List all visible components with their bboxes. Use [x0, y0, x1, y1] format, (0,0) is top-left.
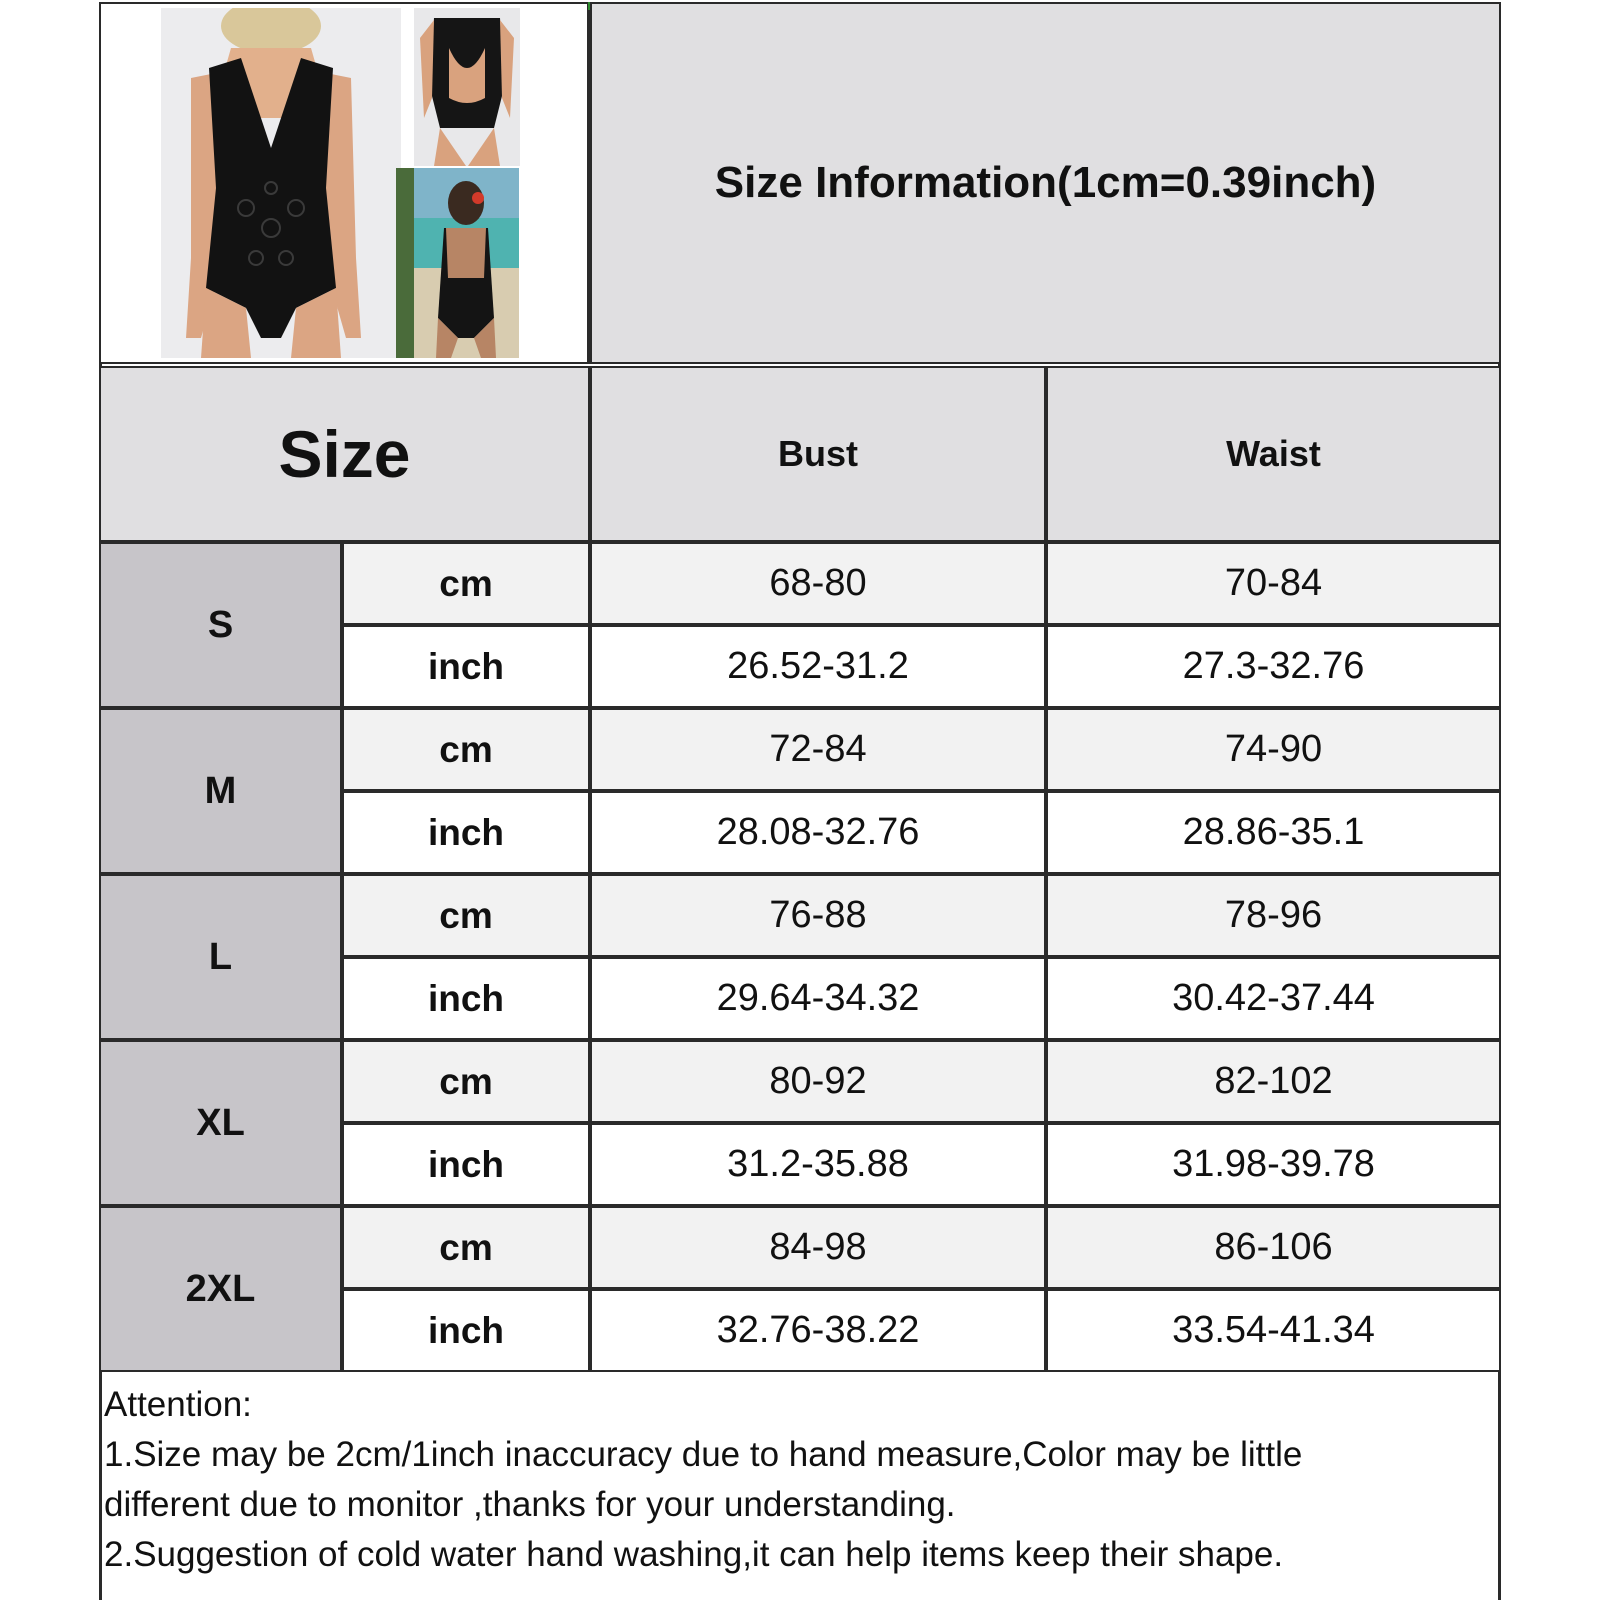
notes-line-3: 2.Suggestion of cold water hand washing,it can help items keep their shape.: [104, 1535, 1284, 1574]
notes-heading: Attention:: [104, 1385, 252, 1424]
waist-inch-value: 28.86-35.1: [1046, 791, 1501, 874]
header-size-label: Size: [278, 417, 411, 491]
header-bust: [590, 366, 1046, 542]
product-photo-beach: [396, 168, 519, 358]
unit-cm: cm: [342, 542, 590, 625]
notes-line-2: different due to monitor ,thanks for your understanding.: [104, 1485, 956, 1524]
unit-inch: inch: [342, 1289, 590, 1372]
product-photo-back: [414, 8, 520, 166]
header-bust-label: Bust: [778, 433, 858, 474]
size-label-l: L: [99, 874, 342, 1040]
bust-inch-value: 31.2-35.88: [590, 1123, 1046, 1206]
header-size: [99, 366, 590, 542]
bust-cm-value: 84-98: [590, 1206, 1046, 1289]
waist-cm-value: 74-90: [1046, 708, 1501, 791]
waist-inch-value: 33.54-41.34: [1046, 1289, 1501, 1372]
waist-cm-value: 82-102: [1046, 1040, 1501, 1123]
bust-inch-value: 29.64-34.32: [590, 957, 1046, 1040]
unit-inch: inch: [342, 957, 590, 1040]
bust-cm-value: 72-84: [590, 708, 1046, 791]
unit-inch: inch: [342, 1123, 590, 1206]
bust-cm-value: 76-88: [590, 874, 1046, 957]
waist-cm-value: 70-84: [1046, 542, 1501, 625]
size-label-m: M: [99, 708, 342, 874]
unit-cm: cm: [342, 874, 590, 957]
unit-inch: inch: [342, 625, 590, 708]
product-photo-panel: [99, 2, 590, 364]
page-title: Size Information(1cm=0.39inch): [714, 158, 1377, 207]
bust-cm-value: 80-92: [590, 1040, 1046, 1123]
waist-cm-value: 86-106: [1046, 1206, 1501, 1289]
size-label-2xl: 2XL: [99, 1206, 342, 1372]
header-waist-label: Waist: [1226, 433, 1321, 474]
bust-cm-value: 68-80: [590, 542, 1046, 625]
notes-line-1: 1.Size may be 2cm/1inch inaccuracy due to hand measure,Color may be little: [104, 1435, 1303, 1474]
waist-inch-value: 30.42-37.44: [1046, 957, 1501, 1040]
waist-inch-value: 27.3-32.76: [1046, 625, 1501, 708]
size-label-s: S: [99, 542, 342, 708]
bust-inch-value: 32.76-38.22: [590, 1289, 1046, 1372]
unit-inch: inch: [342, 791, 590, 874]
waist-inch-value: 31.98-39.78: [1046, 1123, 1501, 1206]
attention-notes: [104, 1380, 1494, 1580]
size-label-xl: XL: [99, 1040, 342, 1206]
product-photo-front: [161, 8, 401, 358]
title-panel: [590, 2, 1501, 364]
unit-cm: cm: [342, 708, 590, 791]
bust-inch-value: 28.08-32.76: [590, 791, 1046, 874]
header-waist: [1046, 366, 1501, 542]
unit-cm: cm: [342, 1040, 590, 1123]
unit-cm: cm: [342, 1206, 590, 1289]
bust-inch-value: 26.52-31.2: [590, 625, 1046, 708]
waist-cm-value: 78-96: [1046, 874, 1501, 957]
